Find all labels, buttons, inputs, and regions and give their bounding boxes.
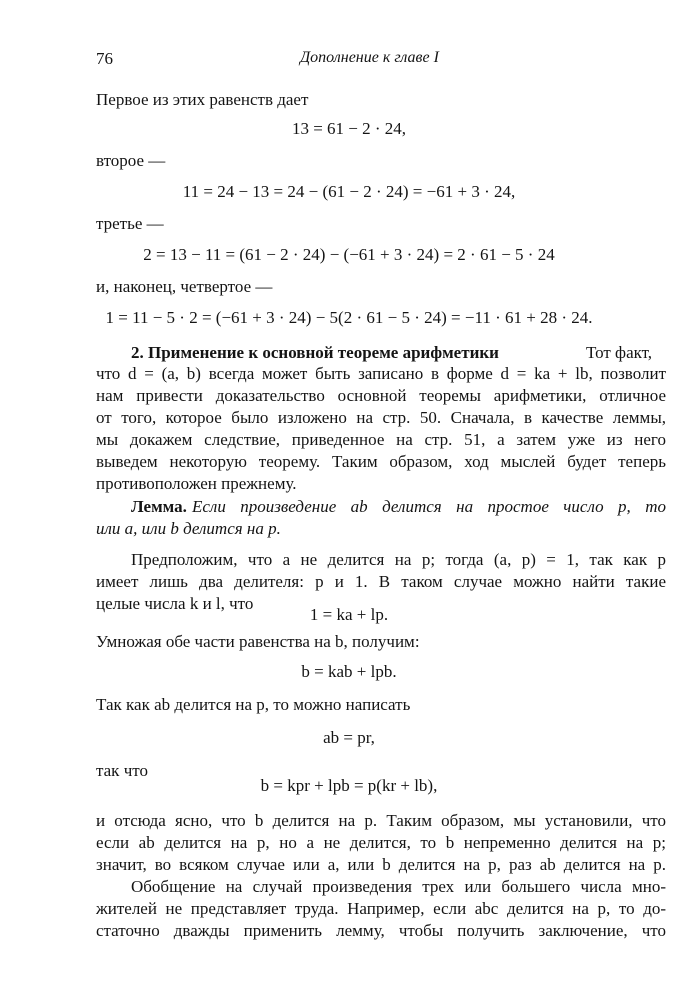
equation: 1 = ka + lp. [309, 605, 389, 624]
text-line: и отсюда ясно, что b делится на p. Таким образом, мы установили, что [96, 811, 666, 830]
lemma-label [131, 496, 187, 518]
text-line: имеет лишь два делителя: p и 1. В таком случае можно найти такие [96, 572, 666, 591]
text-line: противоположен прежнему. [96, 474, 297, 493]
equation: 1 = 11 − 5 · 2 = (−61 + 3 · 24) − 5(2 · 61 − 5 · 24) = −11 · 61 + 28 · 24. [105, 308, 593, 327]
text-line: Умножая обе части равенства на b, получим: [96, 632, 420, 651]
text-line: выведем некоторую теорему. Таким образом, ход мыслей будет теперь [96, 452, 666, 471]
text-line: и, наконец, четвертое — [96, 277, 273, 296]
text-line: если ab делится на p, но a не делится, то b непременно делится на p; [96, 833, 666, 852]
equation: 13 = 61 − 2 · 24, [291, 119, 407, 138]
text-line: так что [96, 761, 148, 780]
text-line: Первое из этих равенств дает [96, 90, 309, 109]
lemma-statement: Если произведение ab делится на простое число p, то [192, 497, 666, 516]
equation: 2 = 13 − 11 = (61 − 2 · 24) − (−61 + 3 · 24) = 2 · 61 − 5 · 24 [143, 245, 555, 264]
text-line: статочно дважды применить лемму, чтобы получить заключение, что [96, 921, 666, 940]
text-line: Тот факт, [586, 343, 653, 362]
text-line: значит, во всяком случае или a, или b делится на p, раз ab делится на p. [96, 855, 666, 874]
section-heading [131, 342, 499, 364]
text-line: третье — [96, 214, 164, 233]
page-number: 76 [96, 49, 113, 68]
equation: b = kab + lpb. [301, 662, 397, 681]
lemma-statement: или a, или b делится на p. [96, 519, 281, 538]
text-line: Обобщение на случай произведения трех или большего числа мно- [131, 877, 666, 896]
text-line: нам привести доказательство основной теоремы арифметики, отличное [96, 386, 666, 405]
text-line: Предположим, что a не делится на p; тогда (a, p) = 1, так как p [131, 550, 666, 569]
equation: b = kpr + lpb = p(kr + lb), [260, 776, 438, 795]
equation: ab = pr, [323, 728, 375, 747]
text-line: что d = (a, b) всегда может быть записано в форме d = ka + lb, позволит [96, 364, 666, 383]
lemma-label-text: Лемма. [131, 497, 187, 516]
text-line: Так как ab делится на p, то можно написать [96, 695, 411, 714]
section-heading-text: 2. Применение к основной теореме арифметики [131, 343, 499, 362]
text-line: от того, которое было изложено на стр. 50. Сначала, в качестве леммы, [96, 408, 666, 427]
text-line: целые числа k и l, что [96, 594, 254, 613]
equation: 11 = 24 − 13 = 24 − (61 − 2 · 24) = −61 + 3 · 24, [182, 182, 516, 201]
running-title: Дополнение к главе I [300, 49, 439, 66]
text-line: жителей не представляет труда. Например, если abc делится на p, то до- [96, 899, 666, 918]
text-line: второе — [96, 151, 166, 170]
text-line: мы докажем следствие, приведенное на стр. 51, а затем уже из него [96, 430, 666, 449]
